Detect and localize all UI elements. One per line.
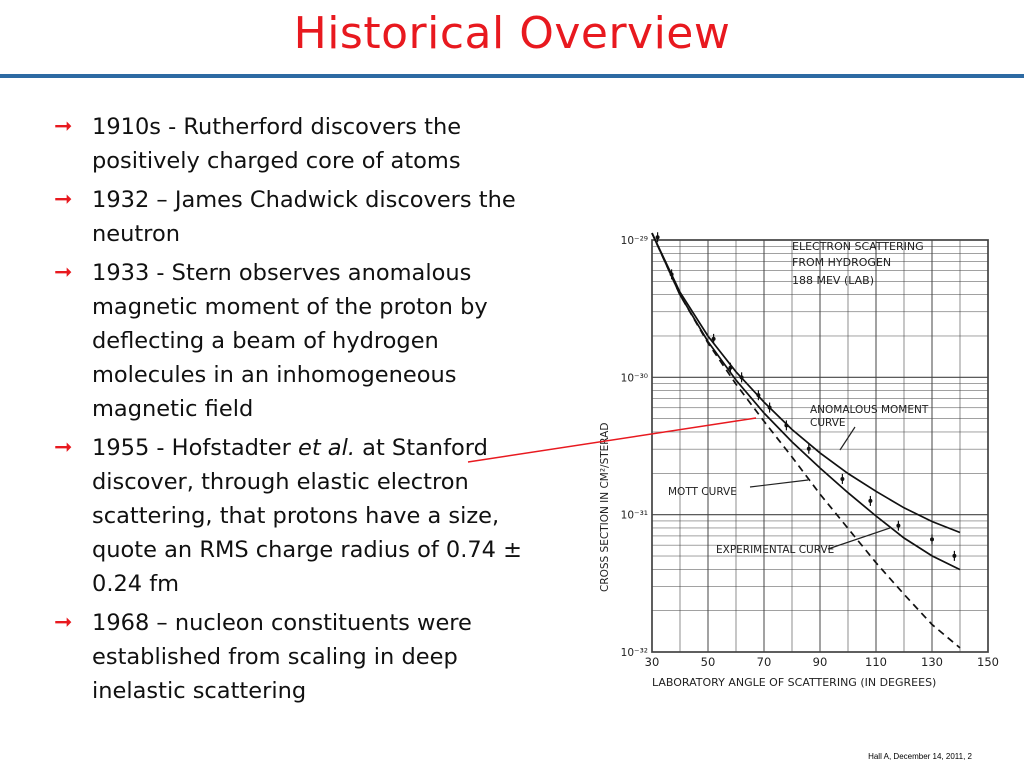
anomalous-label: CURVE	[810, 417, 846, 429]
arrow-icon: ➞	[54, 114, 73, 139]
y-tick-label: 10⁻²⁹	[620, 235, 648, 247]
arrow-icon: ➞	[54, 610, 73, 635]
y-tick-label: 10⁻³⁰	[620, 372, 648, 385]
figure-title-line: FROM HYDROGEN	[792, 256, 892, 269]
bullet-text: 1955 - Hofstadter	[92, 435, 298, 461]
callout-line	[468, 418, 756, 462]
x-axis-label: LABORATORY ANGLE OF SCATTERING (IN DEGREES)	[652, 676, 937, 689]
bullet-emphasis: et al.	[297, 435, 355, 461]
arrow-icon: ➞	[54, 435, 73, 460]
experimental-label: EXPERIMENTAL CURVE	[716, 544, 835, 556]
mott-label: MOTT CURVE	[668, 486, 737, 498]
x-tick-label: 90	[812, 655, 828, 669]
bullet-text: 1933 - Stern observes anomalous magnetic moment of the proton by deflecting a beam of hydrogen molecules in an inhomogeneous magnetic field	[92, 260, 488, 422]
y-axis-label: CROSS SECTION IN CM²/STERAD	[599, 422, 611, 592]
bullet-text: at Stanford discover, through elastic electron scattering, that protons have a size, quote an RMS charge radius of 0.74 ± 0.24 fm	[92, 435, 523, 597]
figure-title-line: ELECTRON SCATTERING	[792, 240, 924, 253]
x-tick-label: 150	[977, 655, 999, 669]
x-tick-label: 110	[865, 655, 887, 669]
x-tick-label: 30	[644, 655, 660, 669]
figure-title-line: 188 MEV (LAB)	[792, 274, 874, 287]
arrow-icon: ➞	[54, 187, 73, 212]
x-tick-label: 50	[700, 655, 716, 669]
arrow-icon: ➞	[54, 260, 73, 285]
y-tick-label: 10⁻³¹	[620, 509, 648, 522]
bullet-text: 1932 – James Chadwick discovers the neutron	[92, 187, 516, 247]
slide-title: Historical Overview	[293, 8, 731, 59]
x-tick-label: 70	[756, 655, 772, 669]
slide-footer: Hall A, December 14, 2011, 2	[868, 752, 972, 761]
y-tick-label: 10⁻³²	[620, 647, 648, 659]
bullet-text: 1910s - Rutherford discovers the positively charged core of atoms	[92, 114, 462, 174]
bullet-text: 1968 – nucleon constituents were established from scaling in deep inelastic scattering	[92, 610, 472, 704]
x-tick-label: 130	[921, 655, 943, 669]
anomalous-label: ANOMALOUS MOMENT	[810, 404, 929, 416]
